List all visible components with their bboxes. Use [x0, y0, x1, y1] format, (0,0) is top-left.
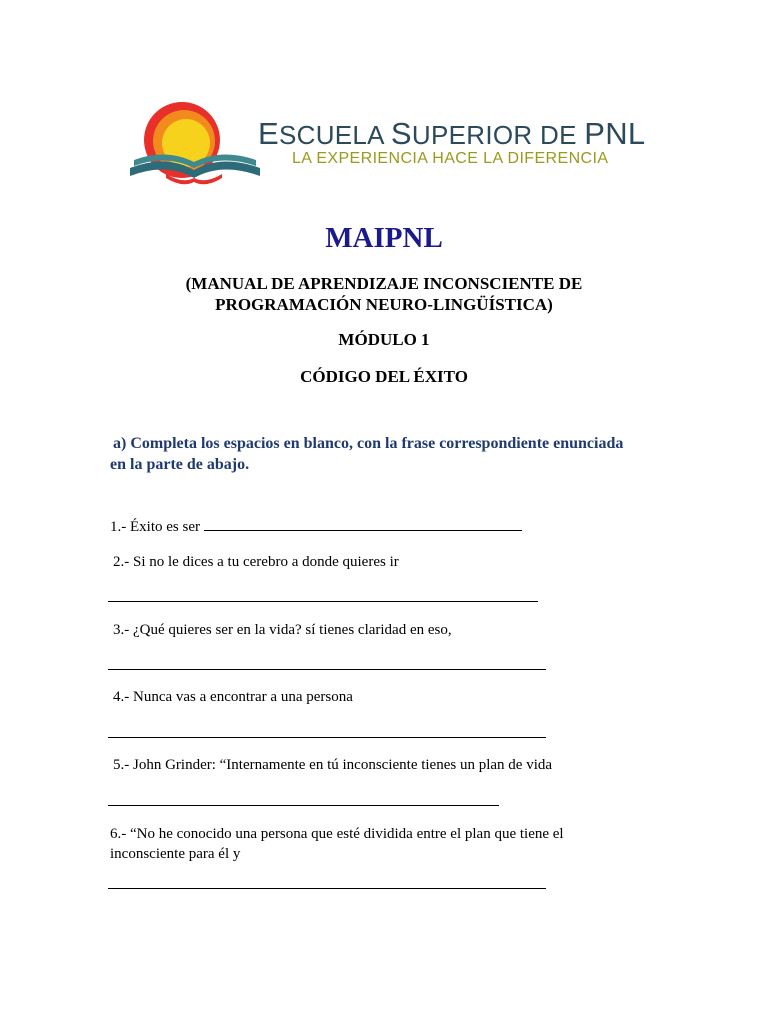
answer-blank-4[interactable]	[108, 737, 546, 738]
logo-tagline: LA EXPERIENCIA HACE LA DIFERENCIA	[292, 150, 609, 167]
question-4: 4.- Nunca vas a encontrar a una persona	[113, 689, 353, 705]
answer-blank-1[interactable]	[204, 518, 522, 531]
answer-blank-3[interactable]	[108, 669, 546, 670]
answer-blank-6[interactable]	[108, 888, 546, 889]
school-logo	[126, 98, 646, 190]
answer-blank-5[interactable]	[108, 805, 499, 806]
question-6: 6.- “No he conocido una persona que esté dividida entre el plan que tiene el inconsciente para él y	[110, 826, 564, 862]
sun-book-emblem-icon	[126, 98, 266, 190]
question-1: 1.- Éxito es ser	[110, 518, 522, 536]
section-heading: CÓDIGO DEL ÉXITO	[300, 367, 468, 386]
module-heading: MÓDULO 1	[338, 330, 430, 349]
exercise-instruction: a) Completa los espacios en blanco, con la frase correspondiente enunciada en la parte de abajo.	[110, 435, 624, 473]
question-3: 3.- ¿Qué quieres ser en la vida? sí tienes claridad en eso,	[113, 622, 452, 638]
page-title: MAIPNL	[325, 222, 443, 254]
logo-title: ESCUELA SUPERIOR DE PNL	[258, 116, 646, 151]
answer-blank-2[interactable]	[108, 601, 538, 602]
question-2: 2.- Si no le dices a tu cerebro a donde quieres ir	[113, 554, 399, 570]
manual-subtitle: (MANUAL DE APRENDIZAJE INCONSCIENTE DE PROGRAMACIÓN NEURO-LINGÜÍSTICA)	[185, 274, 583, 314]
question-5: 5.- John Grinder: “Internamente en tú inconsciente tienes un plan de vida	[113, 757, 553, 773]
